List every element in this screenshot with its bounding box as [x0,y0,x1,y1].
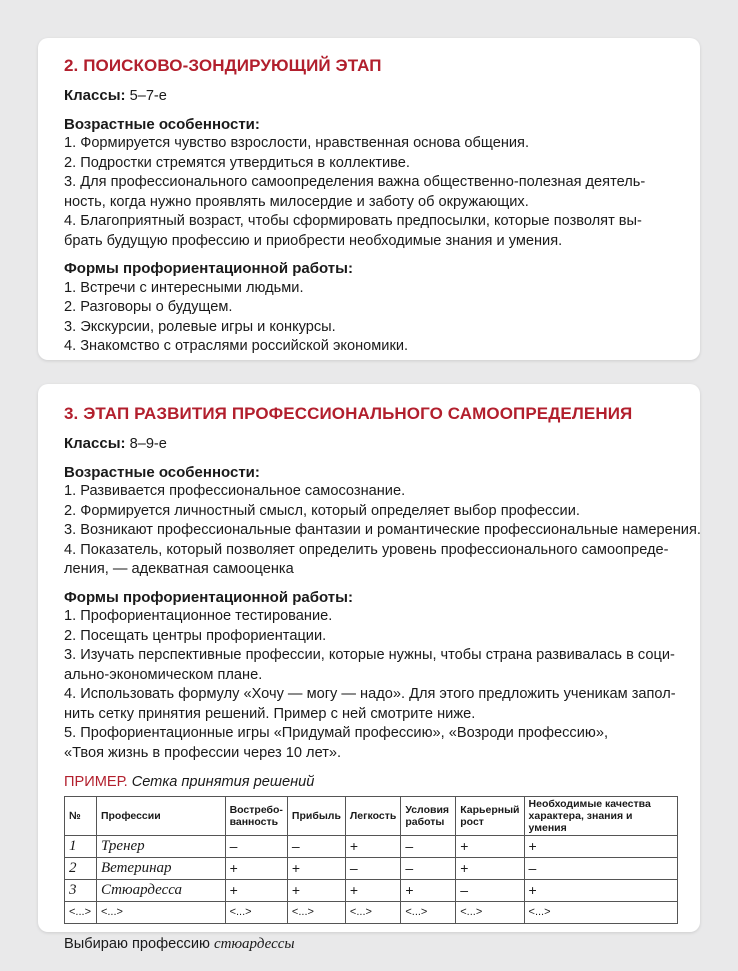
table-header-cell: № [65,797,97,836]
table-cell: <...> [287,902,345,924]
choice-statement [64,936,674,953]
form-line: 4. Использовать формулу «Хочу — могу — надо». Для этого предложить ученикам запол- [64,686,676,702]
table-row [65,880,678,902]
table-cell: – [456,880,524,902]
table-cell: Ветеринар [96,858,225,880]
table-cell: + [456,836,524,858]
table-cell: + [524,880,677,902]
table-cell: – [225,836,287,858]
table-cell: 1 [65,836,97,858]
table-cell: <...> [456,902,524,924]
feature-line: брать будущую профессию и приобрести необходимые знания и умения. [64,232,563,249]
form-line: 3. Экскурсии, ролевые игры и конкурсы. [64,318,336,335]
stage2-grades [64,86,674,107]
table-cell: <...> [65,902,97,924]
decision-grid-table [64,796,678,924]
form-line: «Твоя жизнь в профессии через 10 лет». [64,744,342,761]
table-header-cell: Необходимые качества характера, знания и умения [524,797,677,836]
table-cell: – [401,836,456,858]
table-cell: <...> [345,902,400,924]
form-line: 4. Знакомство с отраслями российской экономики. [64,338,409,354]
stage3-forms-label: Формы профориентационной работы: [64,588,353,606]
table-cell: Тренер [96,836,225,858]
table-cell: + [401,880,456,902]
form-line: нить сетку принятия решений. Пример с ней смотрите ниже. [64,705,476,722]
feature-line: 1. Формируется чувство взрослости, нравственная основа общения. [64,135,530,151]
stage2-forms-label: Формы профориентационной работы: [64,260,353,277]
table-cell: – [524,858,677,880]
table-row [65,902,678,924]
grades-label: Классы: [64,435,126,452]
table-header-cell: Условия работы [401,797,456,836]
feature-line: 1. Развивается профессиональное самосознание. [64,483,406,499]
table-cell: 3 [65,880,97,902]
table-cell: <...> [225,902,287,924]
example-caption [64,773,674,792]
feature-line: 4. Благоприятный возраст, чтобы сформировать предпосылки, которые позволят вы- [64,213,642,229]
table-cell: + [524,836,677,858]
feature-line: ления, — адекватная самооценка [64,561,294,577]
table-row [65,858,678,880]
form-line: 3. Изучать перспективные профессии, которые нужны, чтобы страна развивалась в соци- [64,647,675,663]
grades-label: Классы: [64,87,126,104]
stage2-title: 2. ПОИСКОВО-ЗОНДИРУЮЩИЙ ЭТАП [64,56,382,75]
table-header-cell: Прибыль [287,797,345,836]
table-cell: <...> [524,902,677,924]
table-cell: – [401,858,456,880]
table-cell: + [345,836,400,858]
table-header-cell: Профессии [96,797,225,836]
form-line: 1. Профориентационное тестирование. [64,608,333,624]
stage3-title: 3. ЭТАП РАЗВИТИЯ ПРОФЕССИОНАЛЬНОГО САМООПРЕДЕЛЕНИЯ [64,404,633,423]
choice-text: Выбираю профессию [64,936,214,952]
table-cell: <...> [96,902,225,924]
table-header-row [65,797,678,836]
feature-line: 4. Показатель, который позволяет определить уровень профессионального самоопреде- [64,541,669,558]
example-caption-text: Сетка принятия решений [127,774,315,790]
table-row [65,836,678,858]
feature-line: 3. Возникают профессиональные фантазии и романтические профессиональные намерения. [64,522,701,538]
table-header-cell: Легкость [345,797,400,836]
grades-value: 5–7-е [125,88,167,104]
stage3-features-label: Возрастные особенности: [64,463,260,481]
example-label: ПРИМЕР. [64,774,128,790]
stage3-card [38,384,701,952]
table-cell: + [456,858,524,880]
table-cell: 2 [65,858,97,880]
form-line: 1. Встречи с интересными людьми. [64,279,304,296]
stage2-card [38,38,700,360]
feature-line: 3. Для профессионального самоопределения важна общественно-полезная деятель- [64,174,646,190]
form-line: 2. Разговоры о будущем. [64,299,233,315]
table-cell: + [225,880,287,902]
table-cell: + [287,880,345,902]
table-cell: <...> [401,902,456,924]
feature-line: 2. Подростки стремятся утвердиться в коллективе. [64,154,410,171]
table-cell: + [225,858,287,880]
table-cell: Стюардесса [96,880,225,902]
table-cell: + [345,880,400,902]
feature-line: ность, когда нужно проявлять милосердие и заботу об окружающих. [64,193,529,210]
form-line: ально-экономическом плане. [64,666,263,683]
grades-value: 8–9-е [125,436,167,452]
form-line: 5. Профориентационные игры «Придумай профессию», «Возроди профессию», [64,725,608,741]
table-cell: – [345,858,400,880]
choice-value: стюардессы [213,936,295,952]
table-header-cell: Востребо-ванность [225,797,287,836]
form-line: 2. Посещать центры профориентации. [64,627,327,644]
table-cell: + [287,858,345,880]
feature-line: 2. Формируется личностный смысл, который определяет выбор профессии. [64,502,580,519]
stage3-grades [64,434,674,455]
table-header-cell: Карьерный рост [456,797,524,836]
stage2-features-label: Возрастные особенности: [64,115,260,133]
table-cell: – [287,836,345,858]
